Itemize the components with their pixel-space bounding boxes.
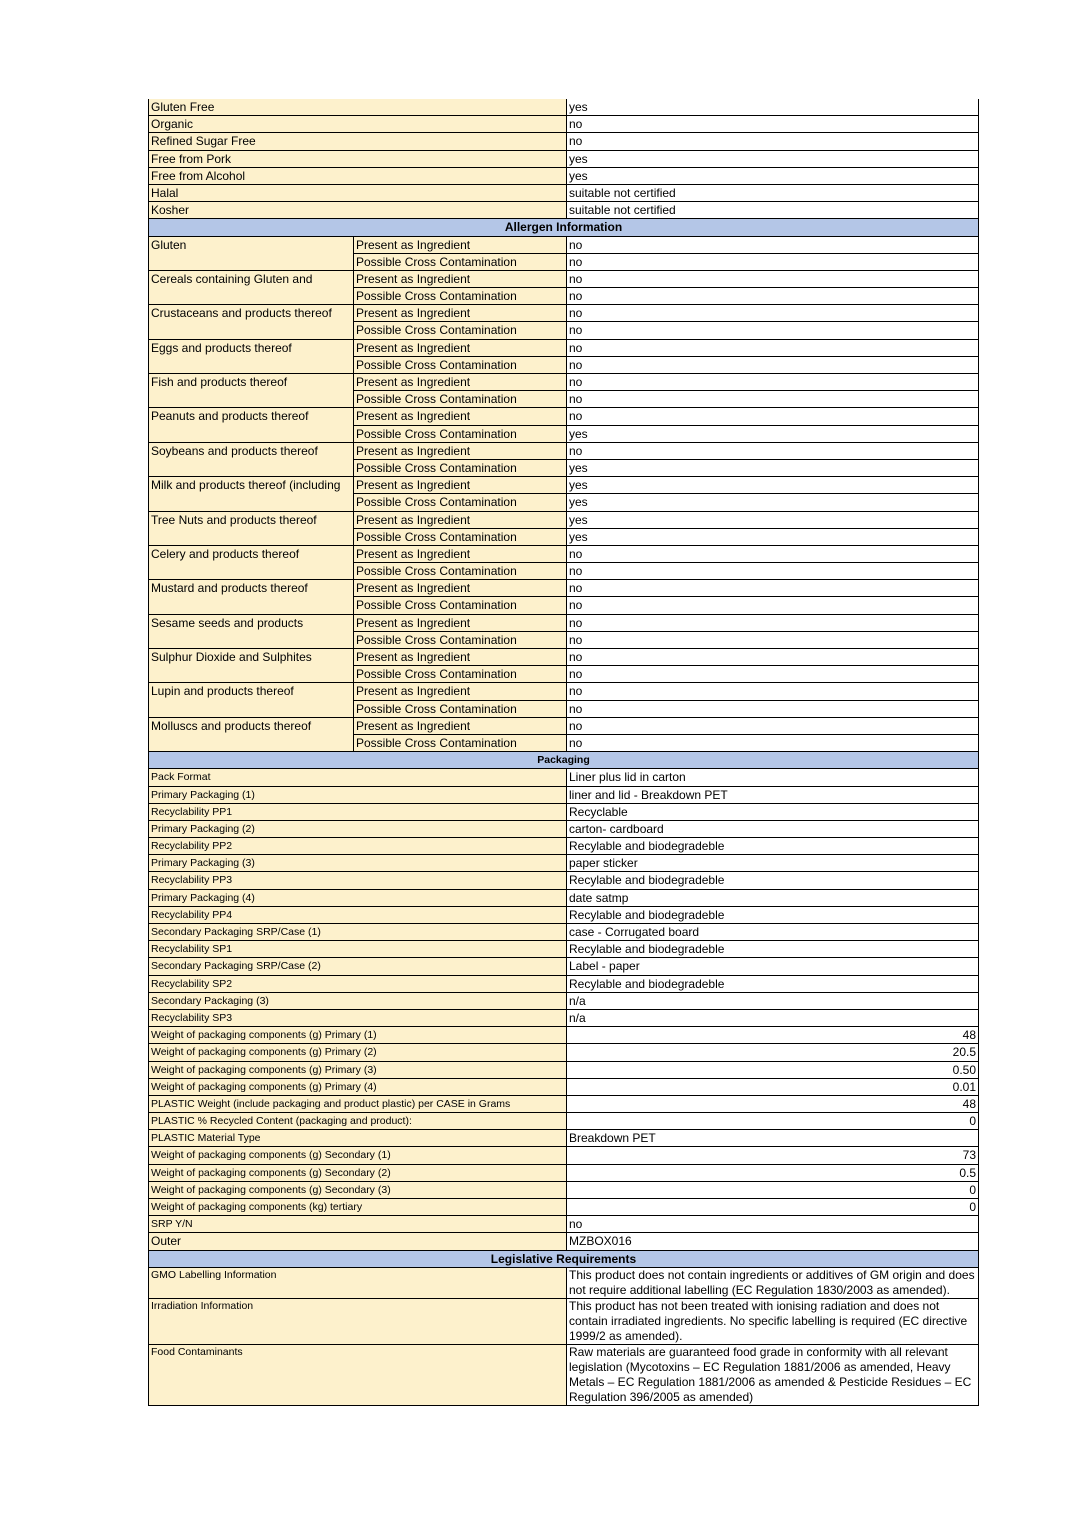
packaging-row	[149, 803, 979, 820]
packaging-row	[149, 958, 979, 975]
packaging-row	[149, 855, 979, 872]
allergen-type-label: Present as Ingredient	[354, 683, 567, 700]
packaging-value: Recyclable	[567, 803, 979, 820]
legislative-row	[149, 1267, 979, 1298]
allergen-present-value: no	[567, 442, 979, 459]
allergen-present-value: yes	[567, 511, 979, 528]
packaging-row	[149, 1233, 979, 1250]
packaging-value: date satmp	[567, 889, 979, 906]
packaging-row	[149, 992, 979, 1009]
packaging-value: carton- cardboard	[567, 820, 979, 837]
allergen-type-label: Present as Ingredient	[354, 511, 567, 528]
allergen-present-value: no	[567, 545, 979, 562]
packaging-value: Recylable and biodegradeble	[567, 975, 979, 992]
spec-sheet-table	[148, 99, 979, 1406]
packaging-row	[149, 1199, 979, 1216]
section-title: Allergen Information	[149, 219, 979, 236]
packaging-row	[149, 1027, 979, 1044]
packaging-label: Pack Format	[149, 769, 567, 786]
packaging-label: Weight of packaging components (g) Primary (3)	[149, 1061, 567, 1078]
allergen-cross-value: no	[567, 666, 979, 683]
allergen-present-value: no	[567, 683, 979, 700]
packaging-row	[149, 1164, 979, 1181]
allergen-name: Fish and products thereof	[149, 374, 354, 408]
packaging-label: Secondary Packaging (3)	[149, 992, 567, 1009]
allergen-name: Crustaceans and products thereof	[149, 305, 354, 339]
packaging-row	[149, 872, 979, 889]
dietary-row	[149, 133, 979, 150]
allergen-row	[149, 649, 979, 666]
legislative-label: GMO Labelling Information	[149, 1267, 567, 1298]
packaging-value: 0.50	[567, 1061, 979, 1078]
allergen-cross-value: yes	[567, 494, 979, 511]
packaging-row	[149, 1113, 979, 1130]
packaging-label: Weight of packaging components (g) Secondary (1)	[149, 1147, 567, 1164]
allergen-row	[149, 374, 979, 391]
packaging-section-header	[149, 752, 979, 769]
packaging-label: Recyclability SP1	[149, 941, 567, 958]
dietary-row	[149, 202, 979, 219]
legislative-row	[149, 1298, 979, 1344]
allergen-present-value: no	[567, 270, 979, 287]
allergen-name: Soybeans and products thereof	[149, 442, 354, 476]
allergen-name: Eggs and products thereof	[149, 339, 354, 373]
allergen-present-value: no	[567, 614, 979, 631]
packaging-label: Primary Packaging (1)	[149, 786, 567, 803]
packaging-row	[149, 1061, 979, 1078]
packaging-label: Primary Packaging (4)	[149, 889, 567, 906]
allergen-cross-value: no	[567, 597, 979, 614]
packaging-label: SRP Y/N	[149, 1216, 567, 1233]
allergen-type-label: Possible Cross Contamination	[354, 459, 567, 476]
packaging-row	[149, 1009, 979, 1026]
packaging-label: Recyclability PP4	[149, 906, 567, 923]
allergen-type-label: Possible Cross Contamination	[354, 528, 567, 545]
allergen-type-label: Possible Cross Contamination	[354, 597, 567, 614]
packaging-value: liner and lid - Breakdown PET	[567, 786, 979, 803]
allergen-present-value: no	[567, 408, 979, 425]
packaging-label: Recyclability SP3	[149, 1009, 567, 1026]
packaging-label: Recyclability PP2	[149, 838, 567, 855]
allergen-type-label: Possible Cross Contamination	[354, 391, 567, 408]
packaging-label: Weight of packaging components (g) Primary (2)	[149, 1044, 567, 1061]
allergen-type-label: Possible Cross Contamination	[354, 734, 567, 751]
packaging-row	[149, 769, 979, 786]
dietary-value: no	[567, 116, 979, 133]
allergen-name: Sulphur Dioxide and Sulphites	[149, 649, 354, 683]
dietary-value: yes	[567, 167, 979, 184]
packaging-row	[149, 838, 979, 855]
packaging-label: Weight of packaging components (g) Primary (4)	[149, 1078, 567, 1095]
legislative-label: Irradiation Information	[149, 1298, 567, 1344]
dietary-label: Free from Pork	[149, 150, 567, 167]
allergen-cross-value: yes	[567, 459, 979, 476]
allergen-present-value: no	[567, 339, 979, 356]
allergen-cross-value: no	[567, 253, 979, 270]
dietary-label: Kosher	[149, 202, 567, 219]
packaging-label: PLASTIC Weight (include packaging and product plastic) per CASE in Grams	[149, 1095, 567, 1112]
packaging-label: Recyclability SP2	[149, 975, 567, 992]
dietary-label: Halal	[149, 184, 567, 201]
allergen-name: Mustard and products thereof	[149, 580, 354, 614]
allergen-present-value: no	[567, 236, 979, 253]
allergen-cross-value: no	[567, 356, 979, 373]
allergen-type-label: Present as Ingredient	[354, 374, 567, 391]
allergen-section-header	[149, 219, 979, 236]
packaging-row	[149, 924, 979, 941]
dietary-row	[149, 184, 979, 201]
dietary-value: suitable not certified	[567, 202, 979, 219]
packaging-value: 0	[567, 1199, 979, 1216]
packaging-value: 48	[567, 1027, 979, 1044]
allergen-name: Gluten	[149, 236, 354, 270]
section-title: Legislative Requirements	[149, 1250, 979, 1267]
packaging-row	[149, 1216, 979, 1233]
allergen-present-value: no	[567, 305, 979, 322]
allergen-type-label: Present as Ingredient	[354, 649, 567, 666]
packaging-label: Recyclability PP3	[149, 872, 567, 889]
allergen-name: Celery and products thereof	[149, 545, 354, 579]
allergen-cross-value: no	[567, 700, 979, 717]
allergen-type-label: Present as Ingredient	[354, 270, 567, 287]
allergen-type-label: Possible Cross Contamination	[354, 253, 567, 270]
dietary-value: suitable not certified	[567, 184, 979, 201]
dietary-value: yes	[567, 150, 979, 167]
allergen-present-value: no	[567, 649, 979, 666]
packaging-value: n/a	[567, 992, 979, 1009]
packaging-value: 48	[567, 1095, 979, 1112]
allergen-type-label: Present as Ingredient	[354, 305, 567, 322]
allergen-row	[149, 545, 979, 562]
allergen-type-label: Possible Cross Contamination	[354, 425, 567, 442]
allergen-type-label: Present as Ingredient	[354, 236, 567, 253]
packaging-row	[149, 1044, 979, 1061]
allergen-type-label: Possible Cross Contamination	[354, 288, 567, 305]
allergen-row	[149, 236, 979, 253]
allergen-type-label: Present as Ingredient	[354, 614, 567, 631]
packaging-value: paper sticker	[567, 855, 979, 872]
packaging-value: 0.01	[567, 1078, 979, 1095]
packaging-label: Outer	[149, 1233, 567, 1250]
allergen-row	[149, 580, 979, 597]
packaging-label: Secondary Packaging SRP/Case (1)	[149, 924, 567, 941]
allergen-present-value: no	[567, 717, 979, 734]
legislative-value: Raw materials are guaranteed food grade in conformity with all relevant legislation (Mycotoxins – EC Regulation 1881/2006 as amended, Heavy Metals – EC Regulation 1881/2006 as amended & Pesticide Residues – EC Regulation 396/2005 as amended)	[567, 1344, 979, 1405]
packaging-value: Recylable and biodegradeble	[567, 872, 979, 889]
legislative-row	[149, 1344, 979, 1405]
allergen-row	[149, 305, 979, 322]
legislative-value: This product has not been treated with ionising radiation and does not contain irradiated ingredients. No specific labelling is required (EC directive 1999/2 as amended).	[567, 1298, 979, 1344]
dietary-value: no	[567, 133, 979, 150]
packaging-label: PLASTIC Material Type	[149, 1130, 567, 1147]
allergen-type-label: Present as Ingredient	[354, 545, 567, 562]
packaging-label: Primary Packaging (3)	[149, 855, 567, 872]
packaging-row	[149, 941, 979, 958]
allergen-type-label: Present as Ingredient	[354, 717, 567, 734]
dietary-label: Gluten Free	[149, 99, 567, 116]
allergen-type-label: Possible Cross Contamination	[354, 322, 567, 339]
packaging-value: 73	[567, 1147, 979, 1164]
packaging-row	[149, 1095, 979, 1112]
legislative-section-header	[149, 1250, 979, 1267]
allergen-type-label: Present as Ingredient	[354, 477, 567, 494]
legislative-label: Food Contaminants	[149, 1344, 567, 1405]
packaging-value: Breakdown PET	[567, 1130, 979, 1147]
section-title: Packaging	[149, 752, 979, 769]
allergen-cross-value: no	[567, 631, 979, 648]
dietary-row	[149, 99, 979, 116]
dietary-label: Refined Sugar Free	[149, 133, 567, 150]
allergen-cross-value: no	[567, 391, 979, 408]
packaging-value: case - Corrugated board	[567, 924, 979, 941]
allergen-name: Lupin and products thereof	[149, 683, 354, 717]
packaging-row	[149, 889, 979, 906]
packaging-label: Weight of packaging components (kg) tertiary	[149, 1199, 567, 1216]
packaging-value: no	[567, 1216, 979, 1233]
allergen-row	[149, 614, 979, 631]
allergen-type-label: Present as Ingredient	[354, 580, 567, 597]
allergen-present-value: no	[567, 374, 979, 391]
packaging-label: Weight of packaging components (g) Secondary (2)	[149, 1164, 567, 1181]
packaging-label: Recyclability PP1	[149, 803, 567, 820]
allergen-row	[149, 477, 979, 494]
packaging-value: 20.5	[567, 1044, 979, 1061]
packaging-value: n/a	[567, 1009, 979, 1026]
allergen-present-value: yes	[567, 477, 979, 494]
allergen-cross-value: no	[567, 734, 979, 751]
allergen-name: Peanuts and products thereof	[149, 408, 354, 442]
allergen-row	[149, 683, 979, 700]
dietary-label: Organic	[149, 116, 567, 133]
packaging-value: Liner plus lid in carton	[567, 769, 979, 786]
packaging-value: Recylable and biodegradeble	[567, 838, 979, 855]
allergen-type-label: Possible Cross Contamination	[354, 700, 567, 717]
allergen-cross-value: yes	[567, 425, 979, 442]
allergen-row	[149, 717, 979, 734]
allergen-name: Sesame seeds and products	[149, 614, 354, 648]
allergen-type-label: Possible Cross Contamination	[354, 631, 567, 648]
packaging-row	[149, 906, 979, 923]
packaging-label: Secondary Packaging SRP/Case (2)	[149, 958, 567, 975]
packaging-row	[149, 1147, 979, 1164]
allergen-type-label: Present as Ingredient	[354, 408, 567, 425]
allergen-name: Cereals containing Gluten and	[149, 270, 354, 304]
packaging-row	[149, 820, 979, 837]
allergen-row	[149, 408, 979, 425]
packaging-label: Weight of packaging components (g) Primary (1)	[149, 1027, 567, 1044]
allergen-cross-value: no	[567, 288, 979, 305]
allergen-type-label: Possible Cross Contamination	[354, 563, 567, 580]
dietary-row	[149, 116, 979, 133]
allergen-row	[149, 511, 979, 528]
packaging-row	[149, 1130, 979, 1147]
allergen-present-value: no	[567, 580, 979, 597]
allergen-type-label: Present as Ingredient	[354, 339, 567, 356]
allergen-row	[149, 270, 979, 287]
allergen-name: Molluscs and products thereof	[149, 717, 354, 751]
allergen-name: Milk and products thereof (including	[149, 477, 354, 511]
allergen-type-label: Possible Cross Contamination	[354, 356, 567, 373]
legislative-value: This product does not contain ingredients or additives of GM origin and does not require additional labelling (EC Regulation 1830/2003 as amended).	[567, 1267, 979, 1298]
allergen-row	[149, 339, 979, 356]
allergen-name: Tree Nuts and products thereof	[149, 511, 354, 545]
allergen-row	[149, 442, 979, 459]
packaging-value: 0.5	[567, 1164, 979, 1181]
packaging-row	[149, 786, 979, 803]
allergen-cross-value: no	[567, 563, 979, 580]
packaging-row	[149, 1181, 979, 1198]
packaging-value: 0	[567, 1181, 979, 1198]
allergen-cross-value: yes	[567, 528, 979, 545]
packaging-value: MZBOX016	[567, 1233, 979, 1250]
packaging-label: Primary Packaging (2)	[149, 820, 567, 837]
packaging-value: Recylable and biodegradeble	[567, 906, 979, 923]
allergen-type-label: Possible Cross Contamination	[354, 666, 567, 683]
dietary-row	[149, 150, 979, 167]
packaging-label: PLASTIC % Recycled Content (packaging and product):	[149, 1113, 567, 1130]
packaging-value: Recylable and biodegradeble	[567, 941, 979, 958]
packaging-row	[149, 975, 979, 992]
allergen-type-label: Possible Cross Contamination	[354, 494, 567, 511]
dietary-row	[149, 167, 979, 184]
dietary-value: yes	[567, 99, 979, 116]
packaging-value: 0	[567, 1113, 979, 1130]
packaging-label: Weight of packaging components (g) Secondary (3)	[149, 1181, 567, 1198]
allergen-type-label: Present as Ingredient	[354, 442, 567, 459]
packaging-value: Label - paper	[567, 958, 979, 975]
allergen-cross-value: no	[567, 322, 979, 339]
dietary-label: Free from Alcohol	[149, 167, 567, 184]
packaging-row	[149, 1078, 979, 1095]
